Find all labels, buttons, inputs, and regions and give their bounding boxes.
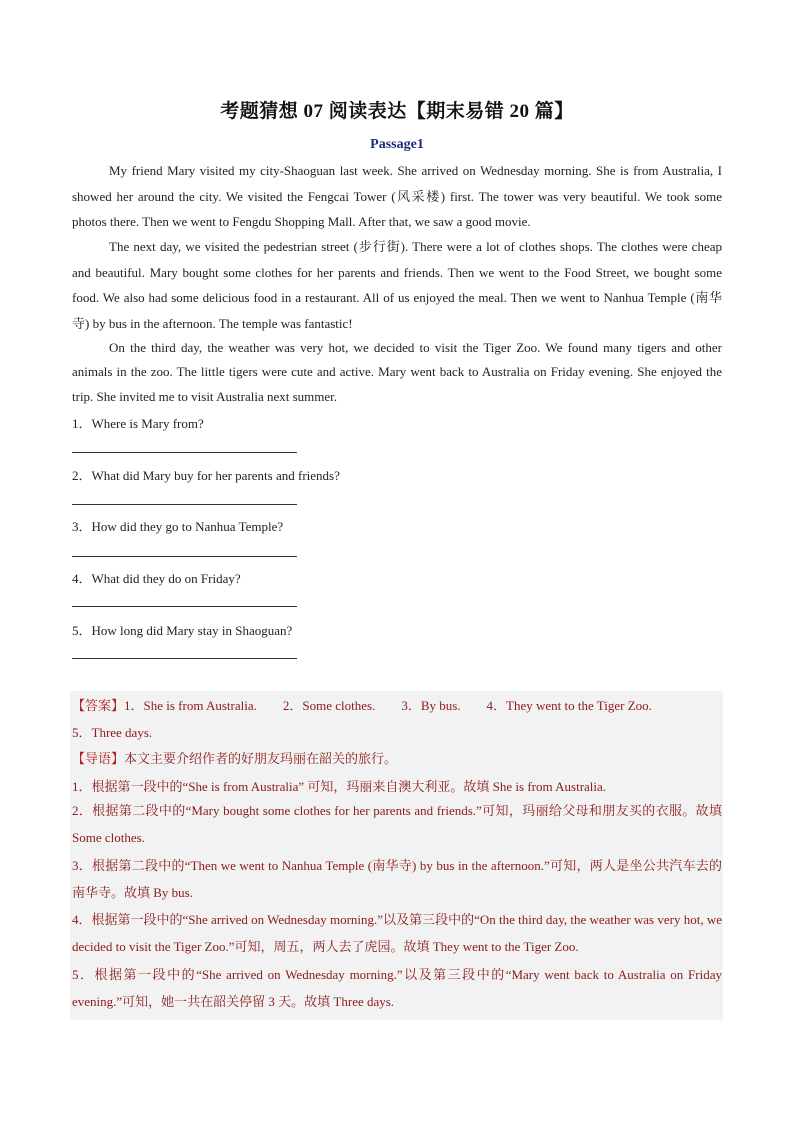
guide-text: 本文主要介绍作者的好朋友玛丽在韶关的旅行。: [124, 751, 398, 766]
answer-line-4[interactable]: [72, 606, 297, 607]
answer-line-1[interactable]: [72, 452, 297, 453]
passage-paragraph-3: On the third day, the weather was very hot, we decided to visit the Tiger Zoo. We found many tigers and other animals in the zoo. The little tigers were cute and active. Mary went back to Australia on Friday evening. She enjoyed the trip. She invited me to visit Australia next summer.: [72, 340, 722, 404]
passage-label: Passage1: [370, 137, 424, 152]
guide-row: [72, 748, 397, 767]
explanation-2: 2．根据第二段中的“Mary bought some clothes for her parents and friends.”可知，玛丽给父母和朋友买的衣服。故填 Some clothes.: [72, 803, 722, 845]
question-1: 1．Where is Mary from?: [72, 416, 204, 431]
answer-line-5[interactable]: [72, 658, 297, 659]
guide-label: 【导语】: [72, 751, 125, 766]
answer-line-2[interactable]: [72, 504, 297, 505]
answer-key-row-2: 5．Three days.: [72, 725, 153, 740]
page-title: 考题猜想 07 阅读表达【期末易错 20 篇】: [220, 101, 574, 122]
answer-key-label: 【答案】: [72, 698, 125, 713]
question-4: 4．What did they do on Friday?: [72, 571, 241, 586]
answer-key-text: 1．She is from Australia. 2．Some clothes. 3．By bus. 4．They went to the Tiger Zoo.: [124, 698, 652, 713]
answer-key-row: [72, 695, 652, 714]
passage-paragraph-2: The next day, we visited the pedestrian street (步行街). There were a lot of clothes shops. The clothes were cheap and beautiful. Mary bought some clothes for her parents and friends. Then we went to the Food Street, we bought some food. We also had some delicious food in a restaurant. All of us enjoyed the meal. Then we went to Nanhua Temple (南华寺) by bus in the afternoon. The temple was fantastic!: [72, 239, 722, 331]
question-3: 3．How did they go to Nanhua Temple?: [72, 519, 284, 534]
answer-line-3[interactable]: [72, 556, 297, 557]
passage-paragraph-1: My friend Mary visited my city-Shaoguan last week. She arrived on Wednesday morning. She is from Australia, I showed her around the city. We visited the Fengcai Tower (风采楼) first. The tower was very beautiful. We took some photos there. Then we went to Fengdu Shopping Mall. After that, we saw a good movie.: [72, 163, 722, 229]
explanation-5: 5．根据第一段中的“She arrived on Wednesday morning.”以及第三段中的“Mary went back to Australia on Friday evening.”可知，她一共在韶关停留 3 天。故填 Three days.: [72, 967, 722, 1009]
explanation-3: 3．根据第二段中的“Then we went to Nanhua Temple (南华寺) by bus in the afternoon.”可知，两人是坐公共汽车去的南华寺。故填 By bus.: [72, 858, 722, 900]
explanation-1: 1．根据第一段中的“She is from Australia” 可知，玛丽来自澳大利亚。故填 She is from Australia.: [72, 779, 607, 794]
question-5: 5．How long did Mary stay in Shaoguan?: [72, 623, 293, 638]
explanation-4: 4．根据第一段中的“She arrived on Wednesday morning.”以及第三段中的“On the third day, the weather was very hot, we decided to visit the Tiger Zoo.”可知，周五，两人去了虎园。故填 They went to the Tiger Zoo.: [72, 912, 722, 954]
question-2: 2．What did Mary buy for her parents and friends?: [72, 468, 340, 483]
